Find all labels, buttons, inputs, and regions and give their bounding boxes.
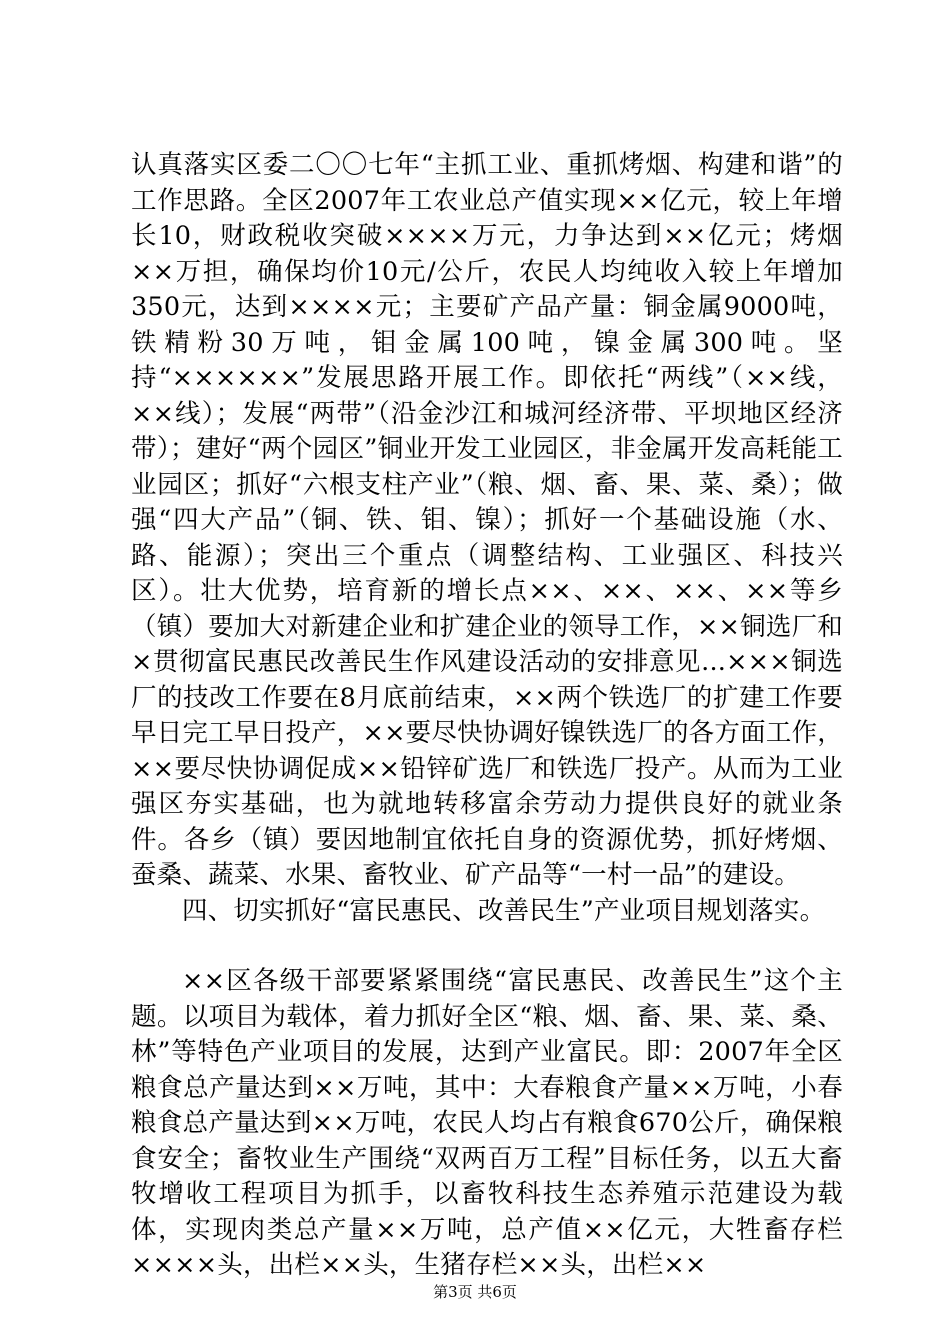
paragraph-spacer [131, 929, 843, 964]
body-paragraph-1: 认真落实区委二〇〇七年“主抓工业、重抓烤烟、构建和谐”的工作思路。全区2007年工农业总产值实现××亿元，较上年增长10，财政税收突破××××万元，力争达到××亿元；烤烟××万担，确保均价10元/公斤，农民人均纯收入较上年增加350元，达到××××元；主要矿产品产量：铜金属9000吨，铁精粉30万吨，钼金属100吨，镍金属300吨。坚持“××××××”发展思路开展工作。即依托“两线”（××线，××线）；发展“两带”（沿金沙江和城河经济带、平坝地区经济带）；建好“两个园区”铜业开发工业园区，非金属开发高耗能工业园区；抓好“六根支柱产业”（粮、烟、畜、果、菜、桑）；做强“四大产品”（铜、铁、钼、镍）；抓好一个基础设施（水、路、能源）；突出三个重点（调整结构、工业强区、科技兴区）。壮大优势，培育新的增长点××、××、××、××等乡（镇）要加大对新建企业和扩建企业的领导工作，××铜选厂和×贯彻富民惠民改善民生作风建设活动的安排意见...×××铜选厂的技改工作要在8月底前结束，××两个铁选厂的扩建工作要早日完工早日投产，××要尽快协调好镍铁选厂的各方面工作，××要尽快协调促成××铅锌矿选厂和铁选厂投产。从而为工业强区夯实基础，也为就地转移富余劳动力提供良好的就业条件。各乡（镇）要因地制宜依托自身的资源优势，抓好烤烟、蚕桑、蔬菜、水果、畜牧业、矿产品等“一村一品”的建设。 [131, 150, 843, 890]
page-number-footer: 第3页 共6页 [433, 1283, 517, 1301]
document-body [131, 148, 843, 1284]
section-heading-4: 四、切实抓好“富民惠民、改善民生”产业项目规划落实。 [182, 895, 826, 926]
body-paragraph-2: ××区各级干部要紧紧围绕“富民惠民、改善民生”这个主题。以项目为载体，着力抓好全区“粮、烟、畜、果、菜、桑、林”等特色产业项目的发展，达到产业富民。即：2007年全区粮食总产量达到××万吨，其中：大春粮食产量××万吨，小春粮食总产量达到××万吨，农民人均占有粮食670公斤，确保粮食安全；畜牧业生产围绕“双两百万工程”目标任务，以五大畜牧增收工程项目为抓手，以畜牧科技生态养殖示范建设为载体，实现肉类总产量××万吨，总产值××亿元，大牲畜存栏××××头，出栏××头，生猪存栏××头，出栏×× [131, 966, 843, 1280]
